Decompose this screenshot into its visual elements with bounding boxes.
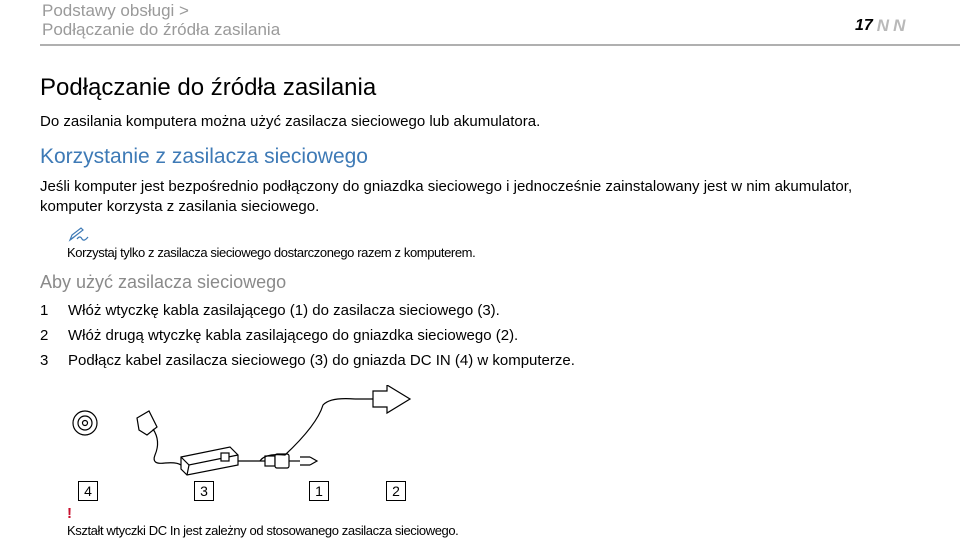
breadcrumb-parent[interactable]: Podstawy obsługi >	[42, 1, 189, 20]
breadcrumb-current: Podłączanie do źródła zasilania	[42, 20, 281, 39]
step-text: Podłącz kabel zasilacza sieciowego (3) do gniazda DC IN (4) w komputerze.	[68, 352, 575, 369]
diagram-label-2: 2	[386, 481, 406, 501]
section-paragraph-line1: Jeśli komputer jest bezpośrednio podłączony do gniazdka sieciowego i jednocześnie zainstalowany jest w nim akumulator,	[40, 178, 853, 195]
page-navigation	[855, 16, 905, 36]
diagram-label-1: 1	[309, 481, 329, 501]
step-number: 2	[40, 327, 49, 344]
wall-outlet-arrow-icon	[373, 385, 410, 413]
step-number: 1	[40, 302, 49, 319]
step-text: Włóż drugą wtyczkę kabla zasilającego do gniazdka sieciowego (2).	[68, 327, 519, 344]
header-divider	[40, 44, 960, 46]
intro-text: Do zasilania komputera można użyć zasilacza sieciowego lub akumulatora.	[40, 113, 541, 130]
note-text: Korzystaj tylko z zasilacza sieciowego dostarczonego razem z komputerem.	[67, 245, 476, 260]
dc-in-jack-icon	[73, 411, 97, 435]
step-item	[40, 352, 575, 369]
step-item	[40, 302, 500, 319]
diagram-label-3: 3	[194, 481, 214, 501]
section-paragraph-line2: komputer korzysta z zasilania sieciowego.	[40, 198, 320, 215]
previous-page-arrow-icon[interactable]: N	[876, 16, 890, 35]
next-page-arrow-icon[interactable]: N	[893, 16, 906, 35]
ac-adapter-icon	[181, 447, 238, 475]
warning-mark-icon: !	[67, 505, 72, 522]
section-heading: Korzystanie z zasilacza sieciowego	[40, 145, 368, 168]
power-cable-icon	[238, 454, 317, 468]
note-pencil-icon	[68, 226, 90, 242]
step-item	[40, 327, 518, 344]
dc-plug-icon	[137, 411, 165, 463]
diagram-label-4: 4	[78, 481, 98, 501]
page-number: 17	[855, 17, 873, 34]
step-text: Włóż wtyczkę kabla zasilającego (1) do zasilacza sieciowego (3).	[68, 302, 500, 319]
footnote-text: Kształt wtyczki DC In jest zależny od stosowanego zasilacza sieciowego.	[67, 523, 459, 538]
page-title: Podłączanie do źródła zasilania	[40, 74, 377, 101]
step-number: 3	[40, 352, 49, 369]
power-connection-diagram	[55, 385, 425, 505]
procedure-heading: Aby użyć zasilacza sieciowego	[40, 272, 287, 292]
wall-cable	[260, 399, 355, 461]
